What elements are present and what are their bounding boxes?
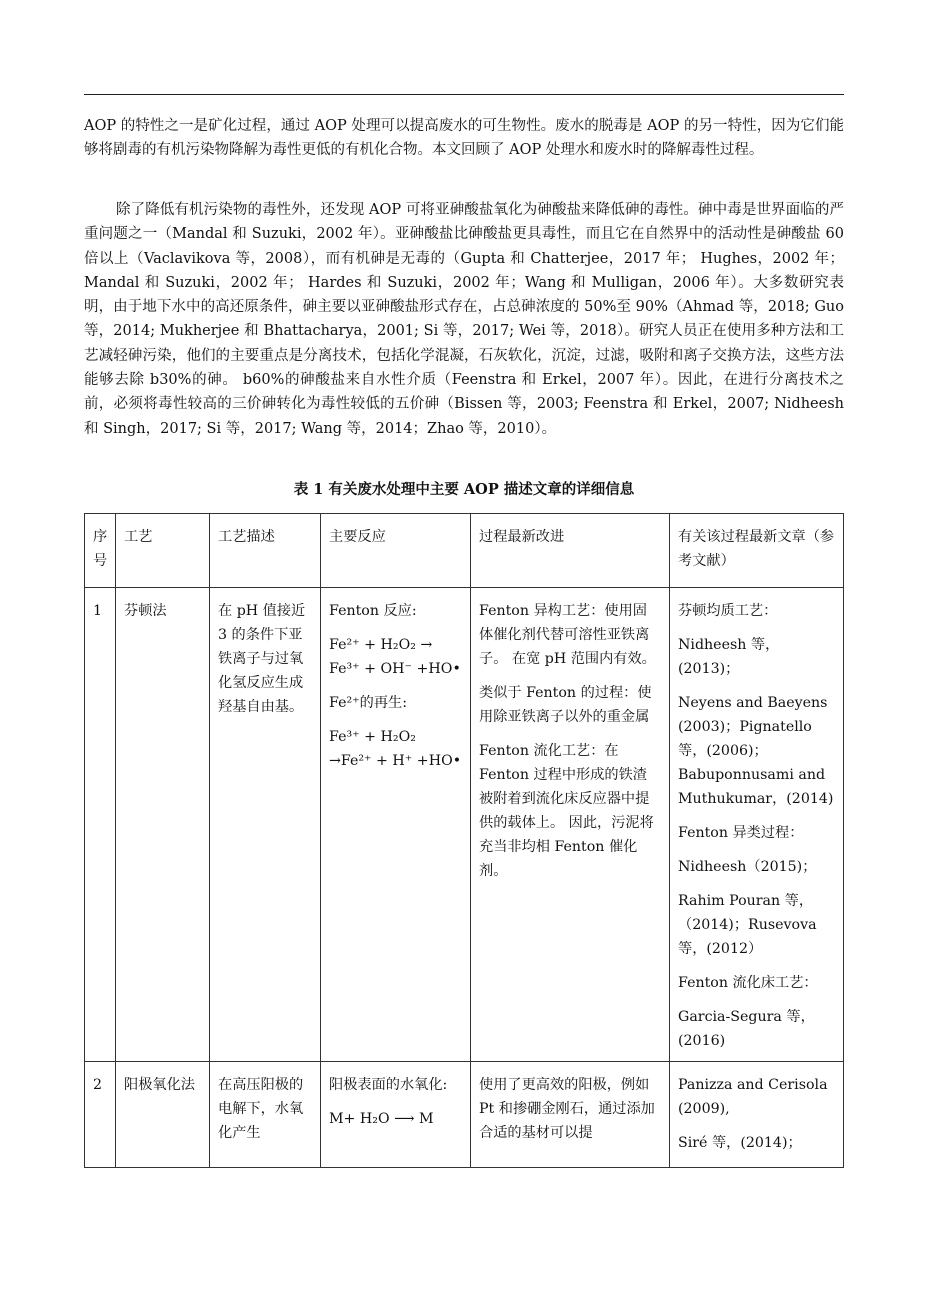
body-paragraph-2: 除了降低有机污染物的毒性外，还发现 AOP 可将亚砷酸盐氧化为砷酸盐来降低砷的毒性。砷中毒是世界面临的严重问题之一（Mandal 和 Suzuki，2002 年）。亚砷酸盐比砷酸盐更具毒性，而且它在自然界中的活动性是砷酸盐 60 倍以上（Vaclavikova 等，2008），而有机砷是无毒的（Gupta 和 Chatterjee，2017 年； Hughes，2002 年； Mandal 和 Suzuki，2002 年； Hardes 和 Suzuki，2002 年；Wang 和 Mulligan，2006 年）。大多数研究表明，由于地下水中的高还原条件，砷主要以亚砷酸盐形式存在，占总砷浓度的 50%至 90%（Ahmad 等，2018; Guo 等，2014; Mukherjee 和 Bhattacharya，2001; Si 等，2017; Wei 等，2018）。研究人员正在使用多种方法和工艺减轻砷污染，他们的主要重点是分离技术，包括化学混凝，石灰软化，沉淀，过滤，吸附和离子交换方法，这些方法能够去除 b30%的砷。 b60%的砷酸盐来自水性介质（Feenstra 和 Erkel，2007 年）。因此，在进行分离技术之前，必须将毒性较高的三价砷转化为毒性较低的五价砷（Bissen 等，2003; Feenstra 和 Erkel，2007; Nidheesh 和 Singh，2017; Si 等，2017; Wang 等，2014；Zhao 等，2010）。 (84, 202, 844, 437)
improvement-item: 使用了更高效的阳极，例如 Pt 和掺硼金刚石，通过添加合适的基材可以提 (479, 1077, 655, 1141)
row-reactions (321, 1062, 471, 1168)
row-process-text: 阳极氧化法 (124, 1077, 195, 1093)
reference-item: Rahim Pouran 等，（2014)；Rusevova 等，(2012） (678, 893, 817, 957)
reaction-equation: M+ H₂O ⟶ M (329, 1111, 434, 1127)
header-cell-process: 工艺 (116, 514, 210, 588)
row-description (210, 1062, 321, 1168)
reference-item: Neyens and Baeyens (2003)；Pignatello 等，(2006)；Babuponnusami and Muthukumar，(2014) (678, 695, 834, 807)
header-cell-description: 工艺描述 (210, 514, 321, 588)
header-cell-improvements: 过程最新改进 (471, 514, 670, 588)
reference-item: 芬顿均质工艺： (678, 603, 778, 619)
header-rule (84, 94, 844, 95)
header-cell-references: 有关该过程最新文章（参考文献） (670, 514, 844, 588)
row-references (670, 588, 844, 1062)
improvement-item: Fenton 流化工艺：在 Fenton 过程中形成的铁渣被附着到流化床反应器中提供的载体上。 因此，污泥将充当非均相 Fenton 催化剂。 (479, 743, 654, 879)
row-number-text: 2 (93, 1077, 103, 1093)
header-cell-no: 序号 (85, 514, 116, 588)
reaction-label: 阳极表面的水氧化: (329, 1077, 448, 1093)
reaction-equation: Fe²⁺ + H₂O₂ → Fe³⁺ + OH⁻ +HO• (329, 637, 461, 677)
row-references (670, 1062, 844, 1168)
row-number: 1 (85, 588, 116, 1062)
row-reactions (321, 588, 471, 1062)
reference-item: Fenton 异类过程： (678, 825, 804, 841)
row-improvements (471, 588, 670, 1062)
improvement-item: 类似于 Fenton 的过程：使用除亚铁离子以外的重金属 (479, 685, 652, 725)
reference-item: Siré 等，(2014)； (678, 1135, 802, 1151)
row-improvements (471, 1062, 670, 1168)
reference-item: Nidheesh 等，(2013)； (678, 637, 780, 677)
row-description: 在 pH 值接近 3 的条件下亚铁离子与过氧化氢反应生成羟基自由基。 (210, 588, 321, 1062)
reference-item: Nidheesh（2015)； (678, 859, 817, 875)
table-caption: 表 1 有关废水处理中主要 AOP 描述文章的详细信息 (293, 481, 635, 498)
row-description-text: 在高压阳极的电解下，水氧化产生 (218, 1077, 304, 1141)
table-row (85, 1062, 844, 1168)
row-number (85, 1062, 116, 1168)
reference-item: Panizza and Cerisola (2009), (678, 1077, 828, 1117)
reaction-label: Fe²⁺的再生: (329, 695, 407, 711)
header-cell-reactions: 主要反应 (321, 514, 471, 588)
reference-item: Garcia-Segura 等，(2016) (678, 1009, 815, 1049)
reaction-equation: Fe³⁺ + H₂O₂ →Fe²⁺ + H⁺ +HO• (329, 729, 462, 769)
reactions-clip (329, 1073, 462, 1159)
improvement-item: Fenton 异构工艺：使用固体催化剂代替可溶性亚铁离子。 在宽 pH 范围内有效。 (479, 603, 656, 667)
reference-item: Fenton 流化床工艺： (678, 975, 818, 991)
aop-table (84, 513, 844, 1168)
table-row (85, 588, 844, 1062)
body-paragraph-1: AOP 的特性之一是矿化过程，通过 AOP 处理可以提高废水的可生物性。废水的脱毒是 AOP 的另一特性，因为它们能够将剧毒的有机污染物降解为毒性更低的有机化合物。本文回顾了 AOP 处理水和废水时的降解毒性过程。 (84, 118, 844, 159)
row-process: 芬顿法 (116, 588, 210, 1062)
table-header-row (85, 514, 844, 588)
reaction-label: Fenton 反应: (329, 603, 417, 619)
row-process (116, 1062, 210, 1168)
references-clip (678, 1073, 835, 1159)
